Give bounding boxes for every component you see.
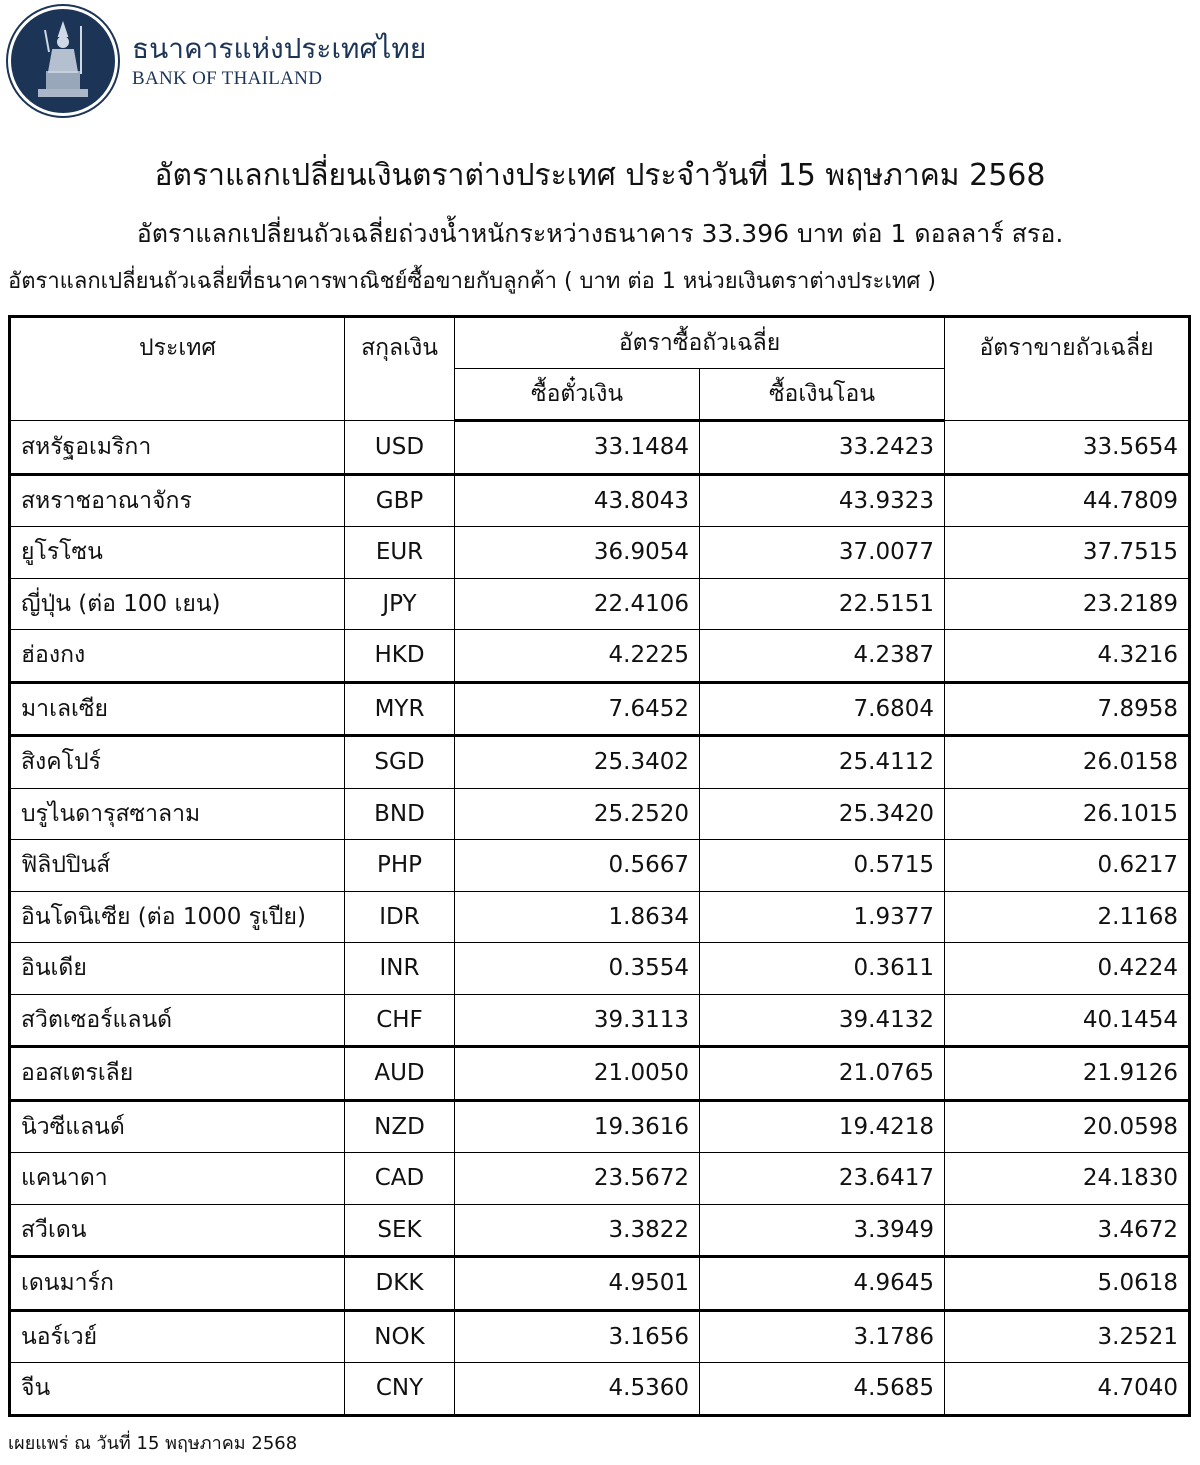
currency-code-cell: HKD bbox=[345, 630, 455, 683]
bank-name-english: BANK OF THAILAND bbox=[132, 68, 323, 89]
currency-code-cell: CNY bbox=[345, 1363, 455, 1416]
table-row bbox=[10, 891, 1190, 943]
table-caption: อัตราแลกเปลี่ยนถัวเฉลี่ยที่ธนาคารพาณิชย์ซื้อขายกับลูกค้า ( บาท ต่อ 1 หน่วยเงินตราต่างประเทศ ) bbox=[8, 269, 936, 294]
sell-rate-cell: 21.9126 bbox=[945, 1047, 1190, 1101]
sell-rate-cell: 7.8958 bbox=[945, 682, 1190, 736]
table-row bbox=[10, 527, 1190, 579]
buy-transfer-cell: 19.4218 bbox=[700, 1100, 945, 1153]
buy-transfer-cell: 7.6804 bbox=[700, 682, 945, 736]
buy-transfer-cell: 21.0765 bbox=[700, 1047, 945, 1101]
currency-code-cell: IDR bbox=[345, 891, 455, 943]
country-cell: ยูโรโซน bbox=[10, 527, 345, 579]
currency-code-cell: GBP bbox=[345, 474, 455, 527]
country-cell: ฮ่องกง bbox=[10, 630, 345, 683]
bank-of-thailand-seal-icon bbox=[8, 6, 118, 116]
buy-transfer-cell: 23.6417 bbox=[700, 1153, 945, 1205]
currency-code-cell: NZD bbox=[345, 1100, 455, 1153]
currency-code-cell: AUD bbox=[345, 1047, 455, 1101]
country-cell: สวิตเซอร์แลนด์ bbox=[10, 994, 345, 1047]
buy-transfer-cell: 4.5685 bbox=[700, 1363, 945, 1416]
buy-notes-cell: 0.3554 bbox=[455, 943, 700, 995]
buy-notes-cell: 33.1484 bbox=[455, 421, 700, 475]
currency-code-cell: EUR bbox=[345, 527, 455, 579]
currency-code-cell: SEK bbox=[345, 1204, 455, 1257]
table-row bbox=[10, 1204, 1190, 1257]
buy-notes-cell: 19.3616 bbox=[455, 1100, 700, 1153]
buy-notes-cell: 39.3113 bbox=[455, 994, 700, 1047]
country-cell: ฟิลิปปินส์ bbox=[10, 840, 345, 892]
buy-notes-cell: 23.5672 bbox=[455, 1153, 700, 1205]
sell-rate-cell: 4.7040 bbox=[945, 1363, 1190, 1416]
buy-notes-cell: 0.5667 bbox=[455, 840, 700, 892]
header-avg-buying: อัตราซื้อถัวเฉลี่ย bbox=[455, 317, 945, 369]
buy-transfer-cell: 33.2423 bbox=[700, 421, 945, 475]
buy-transfer-cell: 43.9323 bbox=[700, 474, 945, 527]
page-header bbox=[8, 6, 426, 116]
table-row bbox=[10, 1257, 1190, 1311]
table-row bbox=[10, 994, 1190, 1047]
table-row bbox=[10, 1310, 1190, 1363]
buy-transfer-cell: 4.2387 bbox=[700, 630, 945, 683]
sell-rate-cell: 24.1830 bbox=[945, 1153, 1190, 1205]
sell-rate-cell: 0.4224 bbox=[945, 943, 1190, 995]
header-currency: สกุลเงิน bbox=[345, 317, 455, 421]
buy-notes-cell: 4.5360 bbox=[455, 1363, 700, 1416]
table-row bbox=[10, 943, 1190, 995]
currency-code-cell: SGD bbox=[345, 736, 455, 789]
buy-transfer-cell: 25.4112 bbox=[700, 736, 945, 789]
table-row bbox=[10, 1153, 1190, 1205]
table-row bbox=[10, 682, 1190, 736]
sell-rate-cell: 37.7515 bbox=[945, 527, 1190, 579]
sell-rate-cell: 4.3216 bbox=[945, 630, 1190, 683]
currency-code-cell: JPY bbox=[345, 578, 455, 630]
header-country: ประเทศ bbox=[10, 317, 345, 421]
buy-transfer-cell: 0.5715 bbox=[700, 840, 945, 892]
header-buy-transfer: ซื้อเงินโอน bbox=[700, 369, 945, 421]
sell-rate-cell: 0.6217 bbox=[945, 840, 1190, 892]
country-cell: สวีเดน bbox=[10, 1204, 345, 1257]
buy-transfer-cell: 4.9645 bbox=[700, 1257, 945, 1311]
table-row bbox=[10, 1363, 1190, 1416]
currency-code-cell: CHF bbox=[345, 994, 455, 1047]
interbank-rate-subtitle: อัตราแลกเปลี่ยนถัวเฉลี่ยถ่วงน้ำหนักระหว่างธนาคาร 33.396 บาท ต่อ 1 ดอลลาร์ สรอ. bbox=[136, 219, 1064, 248]
country-cell: อินโดนิเซีย (ต่อ 1000 รูเปีย) bbox=[10, 891, 345, 943]
currency-code-cell: CAD bbox=[345, 1153, 455, 1205]
buy-notes-cell: 1.8634 bbox=[455, 891, 700, 943]
buy-notes-cell: 21.0050 bbox=[455, 1047, 700, 1101]
currency-code-cell: BND bbox=[345, 788, 455, 840]
buy-transfer-cell: 3.1786 bbox=[700, 1310, 945, 1363]
buy-transfer-cell: 39.4132 bbox=[700, 994, 945, 1047]
buy-notes-cell: 4.2225 bbox=[455, 630, 700, 683]
buy-transfer-cell: 1.9377 bbox=[700, 891, 945, 943]
table-row bbox=[10, 578, 1190, 630]
header-buy-notes: ซื้อตั๋วเงิน bbox=[455, 369, 700, 421]
currency-code-cell: NOK bbox=[345, 1310, 455, 1363]
buy-notes-cell: 25.2520 bbox=[455, 788, 700, 840]
buy-notes-cell: 43.8043 bbox=[455, 474, 700, 527]
buy-notes-cell: 3.1656 bbox=[455, 1310, 700, 1363]
table-row bbox=[10, 1047, 1190, 1101]
table-row bbox=[10, 474, 1190, 527]
table-row bbox=[10, 1100, 1190, 1153]
country-cell: สหราชอาณาจักร bbox=[10, 474, 345, 527]
country-cell: แคนาดา bbox=[10, 1153, 345, 1205]
country-cell: มาเลเซีย bbox=[10, 682, 345, 736]
sell-rate-cell: 3.4672 bbox=[945, 1204, 1190, 1257]
sell-rate-cell: 5.0618 bbox=[945, 1257, 1190, 1311]
published-date: เผยแพร่ ณ วันที่ 15 พฤษภาคม 2568 bbox=[8, 1433, 298, 1454]
currency-code-cell: MYR bbox=[345, 682, 455, 736]
sell-rate-cell: 33.5654 bbox=[945, 421, 1190, 475]
sell-rate-cell: 26.1015 bbox=[945, 788, 1190, 840]
sell-rate-cell: 26.0158 bbox=[945, 736, 1190, 789]
country-cell: นิวซีแลนด์ bbox=[10, 1100, 345, 1153]
country-cell: ญี่ปุ่น (ต่อ 100 เยน) bbox=[10, 578, 345, 630]
buy-notes-cell: 36.9054 bbox=[455, 527, 700, 579]
sell-rate-cell: 20.0598 bbox=[945, 1100, 1190, 1153]
currency-code-cell: PHP bbox=[345, 840, 455, 892]
sell-rate-cell: 40.1454 bbox=[945, 994, 1190, 1047]
country-cell: จีน bbox=[10, 1363, 345, 1416]
exchange-rate-table bbox=[8, 315, 1191, 1417]
table-row bbox=[10, 788, 1190, 840]
sell-rate-cell: 44.7809 bbox=[945, 474, 1190, 527]
table-row bbox=[10, 840, 1190, 892]
currency-code-cell: DKK bbox=[345, 1257, 455, 1311]
page-title: อัตราแลกเปลี่ยนเงินตราต่างประเทศ ประจำวันที่ 15 พฤษภาคม 2568 bbox=[154, 158, 1046, 193]
currency-code-cell: INR bbox=[345, 943, 455, 995]
buy-transfer-cell: 37.0077 bbox=[700, 527, 945, 579]
bank-name-thai: ธนาคารแห่งประเทศไทย bbox=[132, 32, 427, 65]
country-cell: เดนมาร์ก bbox=[10, 1257, 345, 1311]
buy-notes-cell: 22.4106 bbox=[455, 578, 700, 630]
table-row bbox=[10, 421, 1190, 475]
sell-rate-cell: 23.2189 bbox=[945, 578, 1190, 630]
buy-transfer-cell: 3.3949 bbox=[700, 1204, 945, 1257]
buy-transfer-cell: 22.5151 bbox=[700, 578, 945, 630]
buy-transfer-cell: 0.3611 bbox=[700, 943, 945, 995]
buy-transfer-cell: 25.3420 bbox=[700, 788, 945, 840]
country-cell: บรูไนดารุสซาลาม bbox=[10, 788, 345, 840]
header-avg-selling: อัตราขายถัวเฉลี่ย bbox=[945, 317, 1190, 421]
sell-rate-cell: 3.2521 bbox=[945, 1310, 1190, 1363]
country-cell: ออสเตรเลีย bbox=[10, 1047, 345, 1101]
country-cell: อินเดีย bbox=[10, 943, 345, 995]
country-cell: สหรัฐอเมริกา bbox=[10, 421, 345, 475]
buy-notes-cell: 4.9501 bbox=[455, 1257, 700, 1311]
buy-notes-cell: 25.3402 bbox=[455, 736, 700, 789]
sell-rate-cell: 2.1168 bbox=[945, 891, 1190, 943]
table-row bbox=[10, 630, 1190, 683]
country-cell: สิงคโปร์ bbox=[10, 736, 345, 789]
buy-notes-cell: 7.6452 bbox=[455, 682, 700, 736]
buy-notes-cell: 3.3822 bbox=[455, 1204, 700, 1257]
country-cell: นอร์เวย์ bbox=[10, 1310, 345, 1363]
table-row bbox=[10, 736, 1190, 789]
currency-code-cell: USD bbox=[345, 421, 455, 475]
